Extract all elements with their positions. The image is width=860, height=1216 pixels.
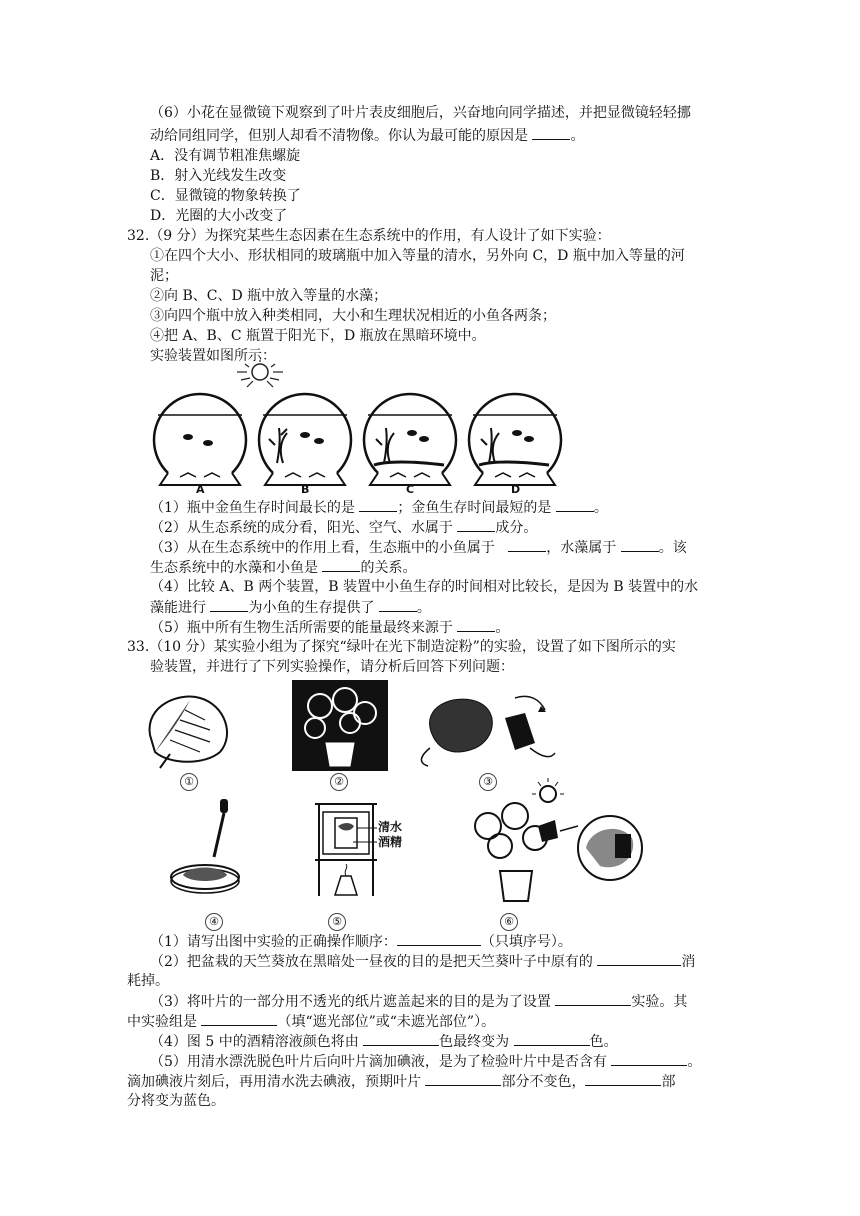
q32-p1-text: （1）瓶中金鱼生存时间最长的是: [150, 500, 355, 516]
answer-blank[interactable]: [555, 991, 631, 1006]
fig-number-1: ①: [180, 773, 198, 791]
jar-b: [259, 394, 351, 485]
q33-p5-text4: 部分不变色，: [501, 1074, 586, 1090]
jar-apparatus-figure: [150, 385, 710, 495]
answer-blank[interactable]: [508, 537, 546, 552]
answer-blank[interactable]: [514, 1031, 590, 1046]
q32-p3-end: 的关系。: [360, 560, 417, 576]
q33-p3-cont: [127, 1011, 495, 1032]
jar-c: [364, 394, 456, 485]
q33-p5-cont: [127, 1071, 675, 1092]
q33-p2: [150, 951, 695, 972]
fig5-label-alcohol: 酒精: [378, 835, 403, 849]
jar-label-a: A: [196, 483, 205, 496]
answer-blank[interactable]: [322, 557, 360, 572]
q32-p3: [150, 537, 687, 558]
q33-p4-text2: 色最终变为: [439, 1034, 510, 1050]
q33-p2-text2: 消: [681, 954, 696, 970]
water-bath-figure: [305, 800, 415, 900]
q33-p5-text5: 部: [661, 1074, 676, 1090]
answer-blank[interactable]: [359, 497, 397, 512]
q32-p2-end: 成分。: [495, 520, 538, 536]
answer-blank[interactable]: [597, 951, 681, 966]
q32-p5-text: （5）瓶中所有生物生活所需要的能量最终来源于: [150, 620, 453, 636]
answer-blank[interactable]: [363, 1031, 439, 1046]
q32-p4: （4）比较 A、B 两个装置，B 装置中小鱼生存的时间相对比较长，是因为 B 装置中的水: [150, 579, 699, 595]
q33-p5-text3: 滴加碘液片刻后，再用清水洗去碘液，预期叶片: [127, 1074, 421, 1090]
q32-p4-cont: [150, 597, 431, 618]
q32-step4: ④把 A、B、C 瓶置于阳光下，D 瓶放在黑暗环境中。: [150, 328, 486, 344]
answer-blank[interactable]: [210, 597, 248, 612]
q6-line1: （6）小花在显微镜下观察到了叶片表皮细胞后，兴奋地向同学描述，并把显微镜轻轻挪: [150, 105, 691, 121]
covering-leaf-figure: [410, 688, 560, 768]
fig-number-5: ⑤: [328, 913, 346, 931]
q6-line2-text: 动给同组同学，但别人却看不清物像。你认为最可能的原因是: [150, 128, 528, 144]
answer-blank[interactable]: [621, 537, 659, 552]
answer-blank[interactable]: [425, 1071, 501, 1086]
q6-line2-end: 。: [570, 128, 585, 144]
answer-blank[interactable]: [611, 1051, 687, 1066]
q33-p3-text: （3）将叶片的一部分用不透光的纸片遮盖起来的目的是为了设置: [150, 994, 551, 1010]
q33-p4-text: （4）图 5 中的酒精溶液颜色将由: [150, 1034, 359, 1050]
q33-p1-text: （1）请写出图中实验的正确操作顺序：: [150, 934, 397, 950]
answer-blank[interactable]: [457, 517, 495, 532]
q32-p5: [150, 617, 509, 638]
q32-p4-text2: 为小鱼的生存提供了: [248, 600, 375, 616]
q32-p1-end: 。: [593, 500, 608, 516]
q32-p2-text: （2）从生态系统的成分看，阳光、空气、水属于: [150, 520, 453, 536]
q32-step2: ②向 B、C、D 瓶中放入等量的水藻；: [150, 288, 388, 304]
q6-option-c: C．显微镜的物象转换了: [150, 188, 301, 204]
q33-stem: 33.（10 分）某实验小组为了探究“绿叶在光下制造淀粉”的实验，设置了如下图所示的实: [127, 639, 676, 655]
answer-blank[interactable]: [556, 497, 594, 512]
q33-p3: [150, 991, 687, 1012]
q32-step1: ①在四个大小、形状相同的玻璃瓶中加入等量的清水，另外向 C，D 瓶中加入等量的河: [150, 248, 685, 264]
answer-blank[interactable]: [379, 597, 417, 612]
q33-p5-text2: 。: [687, 1054, 702, 1070]
q32-p5-end: 。: [495, 620, 510, 636]
q32-p1-text2: ；金鱼生存时间最短的是: [397, 500, 552, 516]
fig-number-3: ③: [479, 773, 497, 791]
q32-p3-text: （3）从在生态系统中的作用上看，生态瓶中的小鱼属于: [150, 540, 495, 556]
answer-blank[interactable]: [457, 617, 495, 632]
q33-p2-cont: 耗掉。: [127, 973, 169, 989]
q32-step5: 实验装置如图所示：: [150, 348, 276, 364]
q6-option-d: D．光圈的大小改变了: [150, 208, 288, 224]
q33-p4-end: 色。: [589, 1034, 618, 1050]
fig-number-4: ④: [205, 913, 223, 931]
dark-box-plant-figure: [290, 678, 390, 773]
answer-blank[interactable]: [532, 125, 570, 140]
q6-line2: [150, 125, 584, 146]
q32-p2: [150, 517, 537, 538]
q33-p1: [150, 931, 572, 952]
jar-d: [469, 394, 561, 485]
jar-label-d: D: [511, 483, 521, 496]
q6-option-b: B．射入光线发生改变: [150, 168, 287, 184]
q33-p2-text: （2）把盆栽的天竺葵放在黑暗处一昼夜的目的是把天竺葵叶子中原有的: [150, 954, 593, 970]
q32-stem: 32.（9 分）为探究某些生态因素在生态系统中的作用，有人设计了如下实验：: [127, 228, 611, 244]
q32-p3-cont: [150, 557, 416, 578]
q32-p3-text4: 生态系统中的水藻和小鱼是: [150, 560, 318, 576]
q33-p5-end: 分将变为蓝色。: [127, 1093, 225, 1109]
q32-p4-end: 。: [416, 600, 431, 616]
answer-blank[interactable]: [585, 1071, 661, 1086]
jar-a: [154, 394, 246, 485]
fig-number-2: ②: [330, 773, 348, 791]
q32-step1-cont: 泥；: [150, 268, 178, 284]
q33-p3-end: （填“遮光部位”或“未遮光部位”）。: [277, 1014, 496, 1030]
answer-blank[interactable]: [201, 1011, 277, 1026]
q32-p3-text2: ，水藻属于: [546, 540, 617, 556]
q33-p4: [150, 1031, 618, 1052]
jar-label-b: B: [301, 483, 310, 496]
q33-p5-text: （5）用清水漂洗脱色叶片后向叶片滴加碘液，是为了检验叶片中是否含有: [150, 1054, 607, 1070]
fig-number-6: ⑥: [500, 913, 518, 931]
leaf-figure: [140, 690, 240, 770]
q32-step3: ③向四个瓶中放入种类相同，大小和生理状况相近的小鱼各两条；: [150, 308, 556, 324]
q32-p3-text3: 。该: [658, 540, 687, 556]
q33-p3-text2: 实验。其: [631, 994, 688, 1010]
jar-label-c: C: [406, 483, 415, 496]
q6-option-a: A．没有调节粗准焦螺旋: [150, 148, 301, 164]
plant-in-sunlight-figure: [460, 776, 660, 906]
q32-p4-text: 藻能进行: [150, 600, 206, 616]
q33-stem-cont: 验装置，并进行了下列实验操作，请分析后回答下列问题：: [150, 659, 514, 675]
q33-p3-text3: 中实验组是: [127, 1014, 197, 1030]
q33-p5: [150, 1051, 701, 1072]
answer-blank[interactable]: [397, 931, 481, 946]
q32-p1: [150, 497, 608, 518]
iodine-dropper-figure: [165, 795, 255, 900]
fig5-label-water: 清水: [378, 820, 403, 834]
q33-p1-end: （只填序号）。: [480, 934, 572, 950]
